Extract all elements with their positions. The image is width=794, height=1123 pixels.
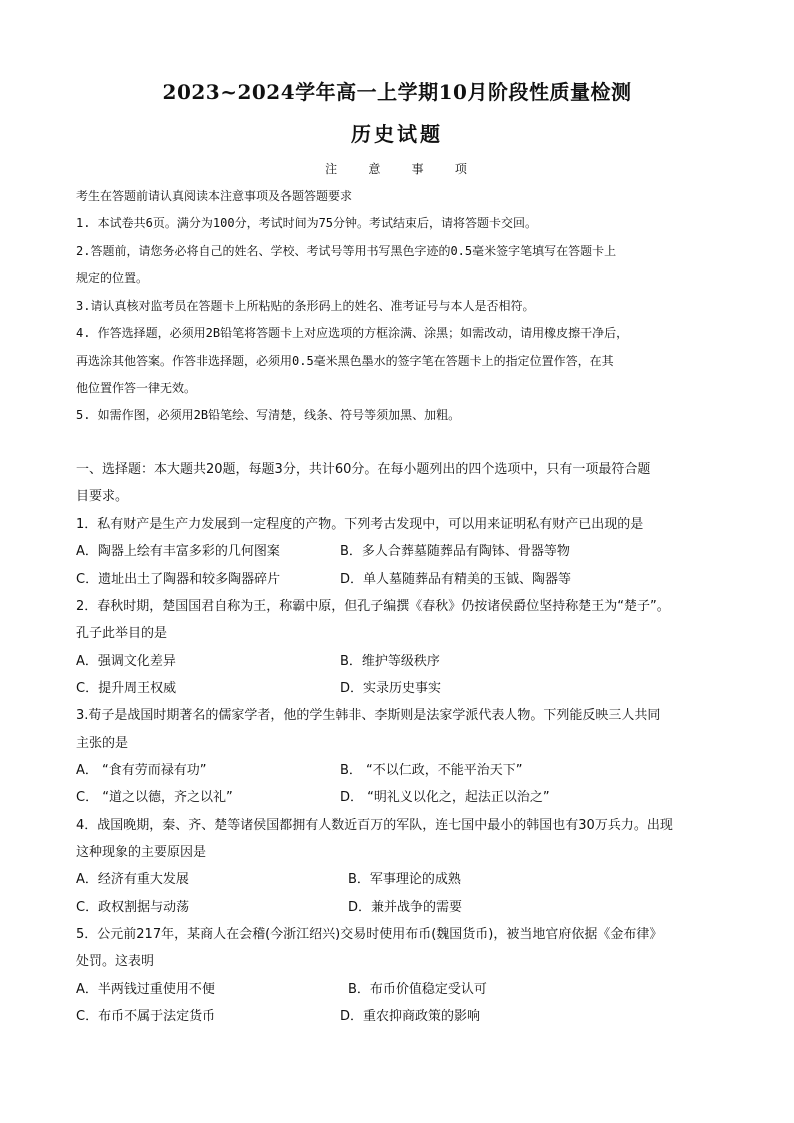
question-5-stem-cont: 处罚。这表明 <box>76 954 155 969</box>
question-4-stem: 4．战国晚期，秦、齐、楚等诸侯国都拥有人数近百万的军队，连七国中最小的韩国也有30万兵力。出现 <box>76 818 673 833</box>
question-5-option-c: C．布币不属于法定货币 <box>76 1009 216 1024</box>
notice-item-2: 2.答题前，请您务必将自己的姓名、学校、考试号等用书写黑色字迹的0.5毫米签字笔填写在答题卡上 <box>76 244 617 258</box>
notice-item-3: 3.请认真核对监考员在答题卡上所粘贴的条形码上的姓名、准考证号与本人是否相符。 <box>76 299 535 313</box>
question-4-stem-cont: 这种现象的主要原因是 <box>76 845 207 860</box>
notice-item-4: 4. 作答选择题，必须用2B铅笔将答题卡上对应选项的方框涂满、涂黑；如需改动，请用橡皮擦干净后， <box>76 326 629 340</box>
section-instructions: 一、选择题：本大题共20题，每题3分，共计60分。在每小题列出的四个选项中，只有一项最符合题 <box>76 462 651 477</box>
question-5-option-b: B．布币价值稳定受认可 <box>348 982 487 997</box>
question-1-option-a: A．陶器上绘有丰富多彩的几何图案 <box>76 544 280 559</box>
question-4-option-d: D．兼并战争的需要 <box>348 900 463 915</box>
question-4-option-c: C．政权割据与动荡 <box>76 900 190 915</box>
question-5-stem: 5．公元前217年，某商人在会稽(今浙江绍兴)交易时使用布币(魏国货币)，被当地官府依据《金布律》 <box>76 927 663 942</box>
question-1-option-d: D．单人墓随葬品有精美的玉钺、陶器等 <box>340 572 572 587</box>
question-3-option-a: A． “食有劳而禄有功” <box>76 763 207 778</box>
question-4-option-b: B．军事理论的成熟 <box>348 872 461 887</box>
question-4-option-a: A．经济有重大发展 <box>76 872 189 887</box>
notice-item-4-cont: 再选涂其他答案。作答非选择题，必须用0.5毫米黑色墨水的签字笔在答题卡上的指定位置作答，在其 <box>76 354 614 368</box>
question-3-option-b: B． “不以仁政，不能平治天下” <box>340 763 523 778</box>
question-2-option-a: A．强调文化差异 <box>76 654 176 669</box>
question-2-option-d: D．实录历史事实 <box>340 681 442 696</box>
exam-main-title: 2023~2024学年高一上学期10月阶段性质量检测 <box>162 80 632 104</box>
exam-subject-title: 历史试题 <box>351 122 443 146</box>
question-1-stem: 1．私有财产是生产力发展到一定程度的产物。下列考古发现中，可以用来证明私有财产已出现的是 <box>76 517 644 532</box>
notice-item-5: 5. 如需作图，必须用2B铅笔绘、写清楚，线条、符号等须加黑、加粗。 <box>76 408 461 422</box>
notice-intro: 考生在答题前请认真阅读本注意事项及各题答题要求 <box>76 189 353 203</box>
notice-heading: 注 意 事 项 <box>325 162 469 176</box>
notice-item-1: 1. 本试卷共6页。满分为100分，考试时间为75分钟。考试结束后，请将答题卡交回。 <box>76 216 538 230</box>
question-3-stem: 3.荀子是战国时期著名的儒家学者，他的学生韩非、李斯则是法家学派代表人物。下列能反映三人共同 <box>76 708 661 723</box>
question-5-option-d: D．重农抑商政策的影响 <box>340 1009 481 1024</box>
question-1-option-b: B．多人合葬墓随葬品有陶钵、骨器等物 <box>340 544 570 559</box>
question-3-option-c: C． “道之以德，齐之以礼” <box>76 790 233 805</box>
question-5-option-a: A．半两钱过重使用不便 <box>76 982 215 997</box>
section-instructions-cont: 目要求。 <box>76 489 129 504</box>
question-2-option-b: B．维护等级秩序 <box>340 654 440 669</box>
notice-item-2-cont: 规定的位置。 <box>76 271 149 285</box>
question-3-stem-cont: 主张的是 <box>76 736 129 751</box>
question-3-option-d: D． “明礼义以化之，起法正以治之” <box>340 790 550 805</box>
question-2-option-c: C．提升周王权威 <box>76 681 177 696</box>
question-2-stem-cont: 孔子此举目的是 <box>76 626 168 641</box>
notice-item-4-cont2: 他位置作答一律无效。 <box>76 381 197 395</box>
question-2-stem: 2．春秋时期，楚国国君自称为王，称霸中原，但孔子编撰《春秋》仍按诸侯爵位坚持称楚王为“楚子”。 <box>76 599 670 614</box>
question-1-option-c: C．遗址出土了陶器和较多陶器碎片 <box>76 572 281 587</box>
